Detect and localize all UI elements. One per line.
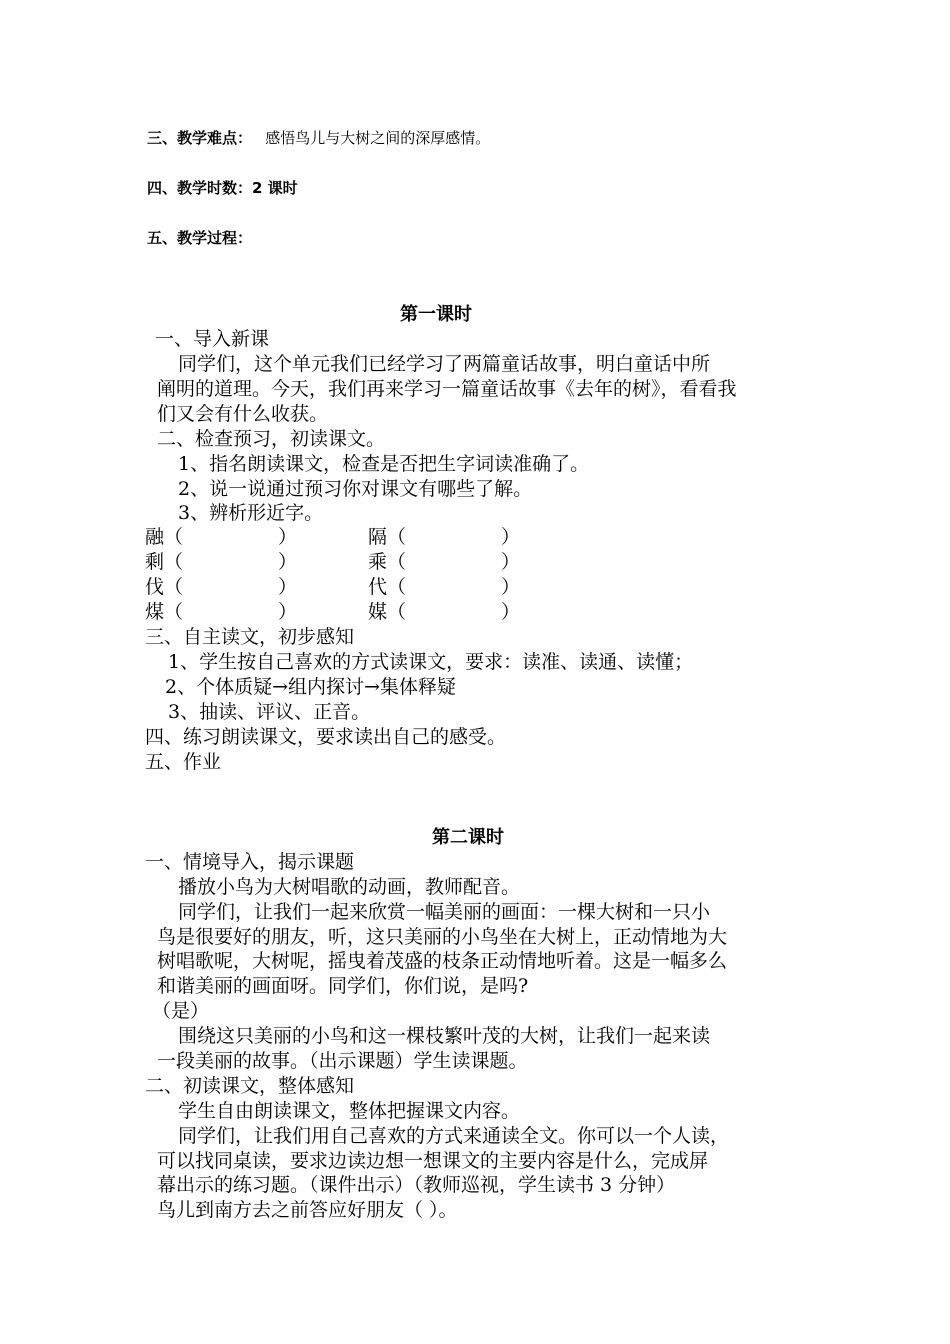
char-right: 乘（ — [368, 551, 407, 573]
close-paren: ） — [501, 576, 521, 598]
lesson1-title: 第一课时 — [400, 304, 472, 325]
char-right: 隔（ — [368, 526, 407, 548]
lesson2-overall-line: 可以找同桌读，要求边读边想一想课文的主要内容是什么，完成屏 — [157, 1150, 709, 1172]
lesson2-intro-line: 一段美丽的故事。（出示课题）学生读课题。 — [157, 1050, 528, 1072]
lesson2-intro-line: 播放小鸟为大树唱歌的动画，教师配音。 — [178, 876, 521, 898]
lesson1-preview-heading: 二、检查预习，初读课文。 — [157, 428, 386, 450]
lesson2-intro-line: 鸟是很要好的朋友，听，这只美丽的小鸟坐在大树上，正动情地为大 — [157, 926, 728, 948]
teaching-hours: 四、教学时数：2 课时 — [147, 179, 298, 197]
char-left: 伐（ — [145, 576, 184, 598]
lesson2-intro-line: 围绕这只美丽的小鸟和这一棵枝繁叶茂的大树，让我们一起来读 — [178, 1025, 711, 1047]
lesson2-overall-line: 学生自由朗读课文，整体把握课文内容。 — [178, 1100, 521, 1122]
char-right: 媒（ — [368, 601, 407, 623]
lesson1-practice: 四、练习朗读课文，要求读出自己的感受。 — [145, 726, 507, 748]
lesson2-overall-line: 幕出示的练习题。（课件出示）（教师巡视，学生读书 3 分钟） — [157, 1174, 676, 1196]
lesson2-overall-heading: 二、初读课文，整体感知 — [145, 1075, 355, 1097]
close-paren: ） — [278, 526, 298, 548]
lesson2-intro-line: 和谐美丽的画面呀。同学们，你们说，是吗? — [157, 975, 529, 997]
close-paren: ） — [278, 551, 298, 573]
lesson2-intro-line: 树唱歌呢，大树呢，摇曳着茂盛的枝条正动情地听着。这是一幅多么 — [157, 950, 728, 972]
lesson1-self-read-item: 3、抽读、评议、正音。 — [168, 701, 371, 723]
lesson1-intro-line: 同学们，这个单元我们已经学习了两篇童话故事，明白童话中所 — [178, 353, 711, 375]
close-paren: ） — [501, 526, 521, 548]
close-paren: ） — [501, 551, 521, 573]
lesson1-preview-item: 1、指名朗读课文，检查是否把生字词读准确了。 — [178, 453, 590, 475]
lesson2-overall-line: 同学们，让我们用自己喜欢的方式来通读全文。你可以一个人读， — [178, 1125, 730, 1147]
teaching-process: 五、教学过程： — [147, 229, 253, 247]
lesson1-self-read-item: 2、个体质疑→组内探讨→集体释疑 — [165, 676, 456, 698]
lesson1-preview-item: 3、辨析形近字。 — [178, 502, 324, 524]
lesson1-homework: 五、作业 — [145, 751, 222, 773]
lesson1-intro-heading: 一、导入新课 — [155, 328, 270, 350]
teaching-difficulty — [147, 127, 490, 148]
lesson2-overall-line: 鸟儿到南方去之前答应好朋友（ ）。 — [157, 1199, 458, 1221]
lesson1-preview-item: 2、说一说通过预习你对课文有哪些了解。 — [178, 478, 533, 500]
lesson2-intro-line: 同学们，让我们一起来欣赏一幅美丽的画面：一棵大树和一只小 — [178, 901, 711, 923]
char-right: 代（ — [368, 576, 407, 598]
difficulty-label: 三、教学难点： — [147, 129, 253, 147]
close-paren: ） — [278, 601, 298, 623]
char-left: 煤（ — [145, 601, 184, 623]
close-paren: ） — [501, 601, 521, 623]
char-left: 剩（ — [145, 551, 184, 573]
lesson2-intro-line: （是） — [152, 1000, 210, 1022]
close-paren: ） — [278, 576, 298, 598]
lesson1-intro-line: 阐明的道理。今天，我们再来学习一篇童话故事《去年的树》，看看我 — [157, 378, 737, 400]
char-left: 融（ — [145, 526, 184, 548]
lesson2-title: 第二课时 — [432, 827, 504, 848]
lesson2-intro-heading: 一、情境导入，揭示课题 — [145, 851, 355, 873]
lesson1-self-read-item: 1、学生按自己喜欢的方式读课文，要求：读准、读通、读懂； — [168, 651, 694, 673]
lesson1-self-read-heading: 三、自主读文，初步感知 — [145, 626, 355, 648]
lesson1-intro-line: 们又会有什么收获。 — [157, 403, 329, 425]
difficulty-text: 感悟鸟儿与大树之间的深厚感情。 — [265, 129, 491, 147]
